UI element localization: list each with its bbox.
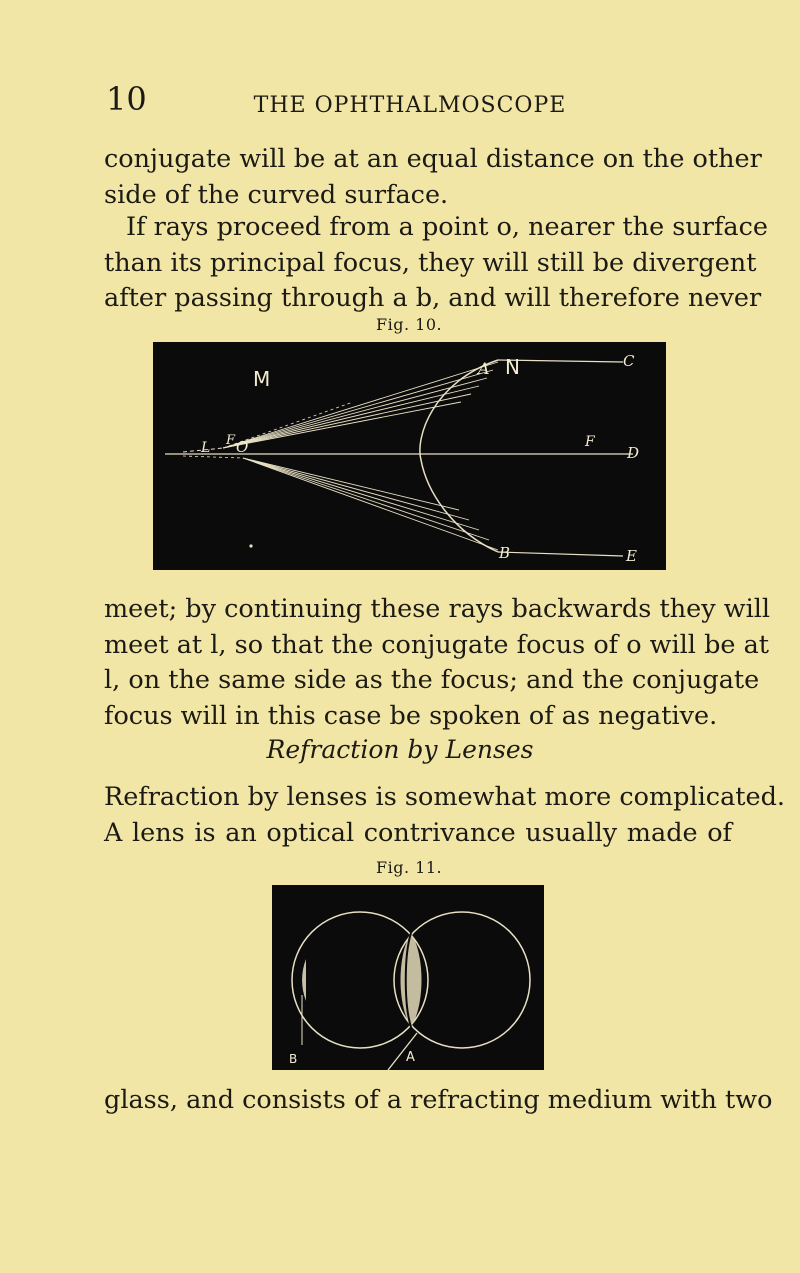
text-line: Refraction by lenses is somewhat more complicated. <box>104 782 786 812</box>
text-line: side of the curved surface. <box>104 179 449 210</box>
label-b: B <box>289 1052 298 1066</box>
label-a: A <box>406 1050 415 1065</box>
text-line: l, on the same side as the focus; and the conjugate <box>104 665 760 695</box>
dot-mark <box>249 544 252 547</box>
paragraph-2 <box>104 210 768 317</box>
label-a: A <box>478 359 490 378</box>
label-c: C <box>623 352 635 370</box>
text-line: A lens is an optical contrivance usually made of <box>104 817 732 848</box>
paragraph-3 <box>104 592 771 734</box>
figure-11 <box>272 885 544 1070</box>
text-line <box>104 699 732 735</box>
figure-11-caption: Fig. 11. <box>376 858 443 877</box>
label-m: M <box>253 367 271 391</box>
label-d: D <box>627 444 640 462</box>
text-line: conjugate will be at an equal distance on the other <box>104 144 762 174</box>
label-f-left: F <box>226 433 236 448</box>
text-line: If rays proceed from a point o, nearer the surface <box>126 212 768 242</box>
label-l: L <box>201 440 211 456</box>
paragraph-1 <box>104 142 762 213</box>
section-heading: Refraction by Lenses <box>266 735 534 764</box>
figure-10 <box>153 342 666 570</box>
running-head: THE OPHTHALMOSCOPE <box>253 93 567 118</box>
figure-10-diagram <box>153 342 666 570</box>
text-line-part: focus will in this case be spoken of as negative. <box>104 700 718 731</box>
text-line: after passing through a b, and will therefore never <box>104 283 762 313</box>
paragraph-4 <box>104 780 786 851</box>
text-line: meet; by continuing these rays backwards they will <box>104 594 771 624</box>
text-line: meet at l, so that the conjugate focus of o will be at <box>104 629 770 660</box>
text-line: than its principal focus, they will still be divergent <box>104 247 757 278</box>
label-f-right: F <box>585 434 595 450</box>
figure-10-caption: Fig. 10. <box>376 315 443 334</box>
label-e: E <box>626 547 637 565</box>
paragraph-5 <box>104 1083 773 1119</box>
label-b: B <box>499 544 511 562</box>
label-n: N <box>505 355 520 379</box>
label-o: O <box>236 438 249 456</box>
text-line: glass, and consists of a refracting medium with two <box>104 1085 773 1115</box>
page-number: 10 <box>106 80 147 118</box>
figure-11-diagram <box>272 885 544 1070</box>
